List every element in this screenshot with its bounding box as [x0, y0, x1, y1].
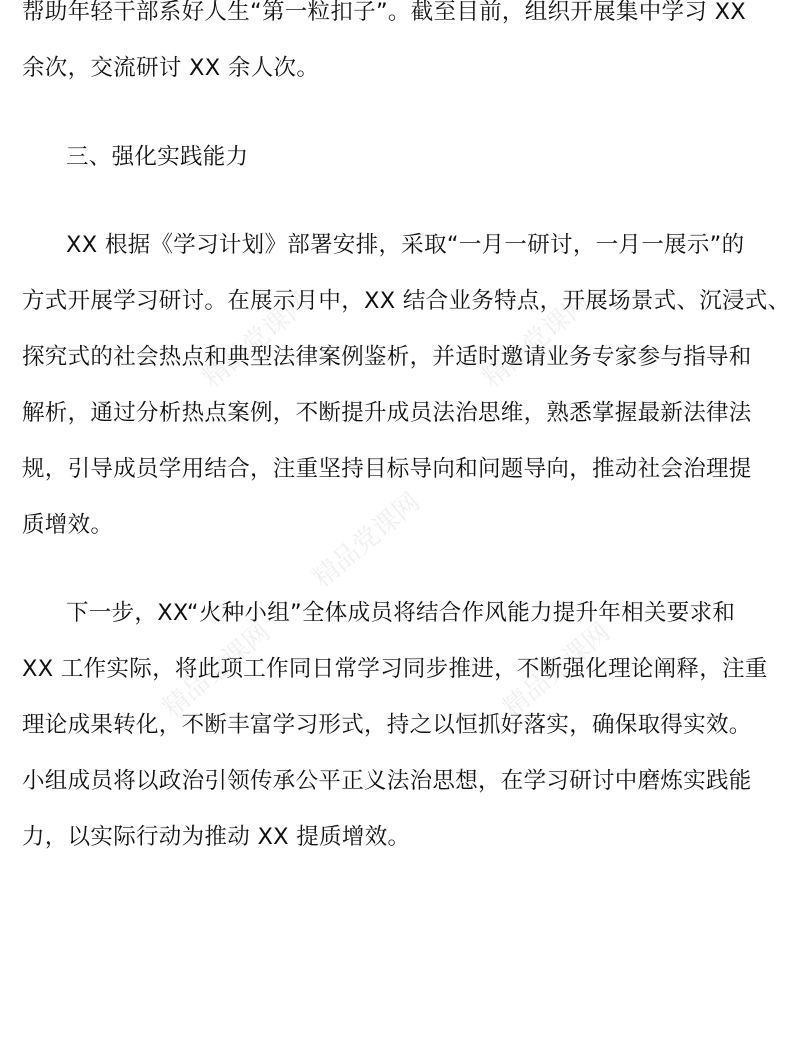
paragraph-line: 规，引导成员学用结合，注重坚持目标导向和问题导向，推动社会治理提 [22, 456, 752, 482]
paragraph-line: 下一步，XX“火种小组”全体成员将结合作风能力提升年相关要求和 [66, 600, 736, 626]
paragraph-line: 余次，交流研讨 XX 余人次。 [22, 55, 320, 81]
paragraph-line: 帮助年轻干部系好人生“第一粒扣子”。截至目前，组织开展集中学习 XX [22, 0, 746, 25]
watermark: 精品党课网 [157, 617, 277, 724]
paragraph-line: 质增效。 [22, 512, 114, 538]
section-heading: 三、强化实践能力 [66, 144, 249, 170]
paragraph-line: XX 工作实际，将此项工作同日常学习同步推进，不断强化理论阐释，注重 [22, 656, 768, 682]
paragraph-line: 解析，通过分析热点案例，不断提升成员法治思维，熟悉掌握最新法律法 [22, 400, 752, 426]
paragraph-line: 理论成果转化，不断丰富学习形式，持之以恒抓好落实，确保取得实效。 [22, 712, 752, 738]
paragraph-line: 探究式的社会热点和典型法律案例鉴析，并适时邀请业务专家参与指导和 [22, 344, 752, 370]
paragraph-line: 小组成员将以政治引领传承公平正义法治思想，在学习研讨中磨炼实践能 [22, 768, 752, 794]
watermark: 精品党课网 [477, 287, 597, 394]
watermark: 精品党课网 [197, 287, 317, 394]
watermark: 精品党课网 [497, 617, 617, 724]
watermark: 精品党课网 [307, 487, 427, 594]
paragraph-line: 方式开展学习研讨。在展示月中，XX 结合业务特点，开展场景式、沉浸式、 [22, 288, 791, 314]
paragraph-line: XX 根据《学习计划》部署安排，采取“一月一研讨，一月一展示”的 [66, 232, 745, 258]
paragraph-line: 力，以实际行动为推动 XX 提质增效。 [22, 824, 411, 850]
